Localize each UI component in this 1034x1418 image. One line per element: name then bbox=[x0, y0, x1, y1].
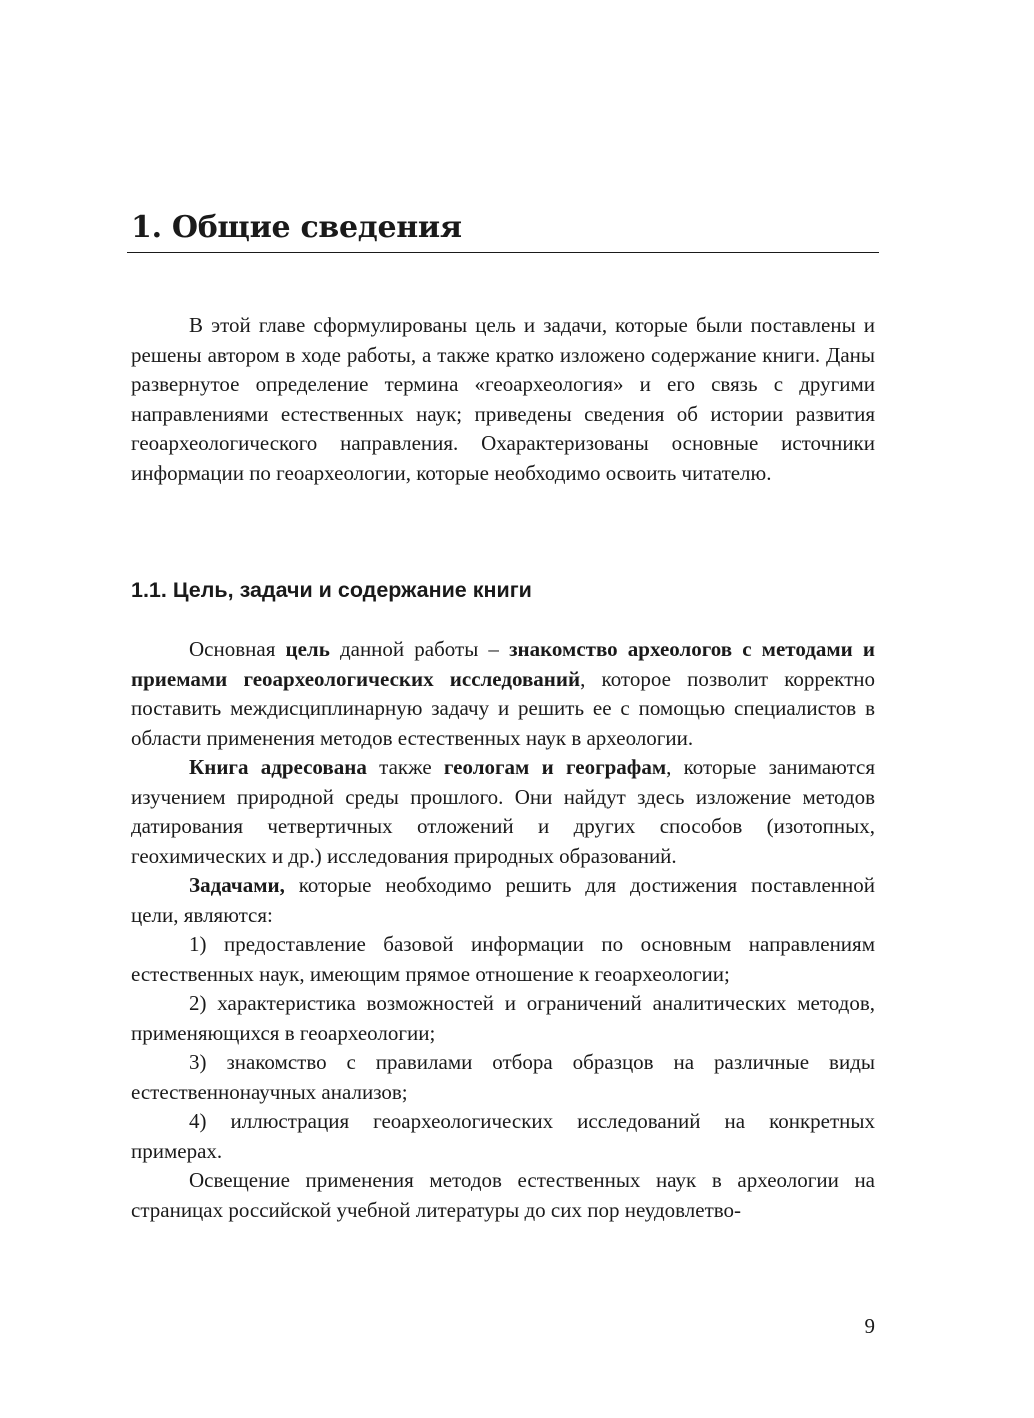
task-item-4: 4) иллюстрация геоархеологических исследований на конкретных примерах. bbox=[131, 1109, 875, 1163]
section-title: 1.1. Цель, задачи и содержание книги bbox=[131, 578, 532, 602]
paragraph-text: данной работы – bbox=[329, 637, 510, 661]
task-item-2: 2) характеристика возможностей и ограничений аналитических методов, применяющихся в геоархеологии; bbox=[131, 991, 875, 1045]
bold-term: Книга адресована bbox=[189, 755, 367, 779]
paragraph-text: также bbox=[366, 755, 444, 779]
chapter-title-rule bbox=[127, 252, 879, 253]
paragraph-tasks bbox=[131, 871, 875, 930]
task-item-3: 3) знакомство с правилами отбора образцов на различные виды естественнонаучных анализов; bbox=[131, 1050, 875, 1104]
bold-term: знакомство археологов с методами и приемами геоархеологических исследований bbox=[131, 637, 875, 691]
chapter-intro bbox=[131, 311, 875, 488]
bold-term: геологам и географам bbox=[443, 755, 667, 779]
paragraph-goal bbox=[131, 635, 875, 753]
page-number: 9 bbox=[864, 1314, 875, 1338]
section-body bbox=[131, 635, 875, 1225]
intro-paragraph: В этой главе сформулированы цель и задачи, которые были поставлены и решены автором в ходе работы, а также кратко изложено содержание книги. Даны развернутое определение термина «геоархеология» и его связь с другими направлениями естественных наук; приведены сведения об истории развития геоархеологического направления. Охарактеризованы основные источники информации по геоархеологии, которые необходимо освоить читателю. bbox=[131, 313, 875, 485]
paragraph-audience bbox=[131, 753, 875, 871]
chapter-title: 1. Общие сведения bbox=[131, 210, 462, 245]
paragraph-coverage: Освещение применения методов естественных наук в археологии на страницах российской учебной литературы до сих пор неудовлетво- bbox=[131, 1168, 875, 1222]
bold-term: Задачами, bbox=[189, 873, 285, 897]
bold-term: цель bbox=[285, 637, 330, 661]
task-item-1: 1) предоставление базовой информации по основным направлениям естественных наук, имеющим прямое отношение к геоархеологии; bbox=[131, 932, 875, 986]
paragraph-text: , которое позволит корректно поставить междисциплинарную задачу и решить ее с помощью специалистов в области применения методов естественных наук в археологии. bbox=[131, 666, 875, 750]
paragraph-text: Основная bbox=[189, 637, 286, 661]
book-page bbox=[131, 0, 875, 1418]
paragraph-text: , которые занимаются изучением природной среды прошлого. Они найдут здесь изложение методов датирования четвертичных отложений и других способов (изотопных, геохимических и др.) исследования природных образований. bbox=[131, 755, 875, 868]
paragraph-text: которые необходимо решить для достижения поставленной цели, являются: bbox=[131, 873, 875, 927]
